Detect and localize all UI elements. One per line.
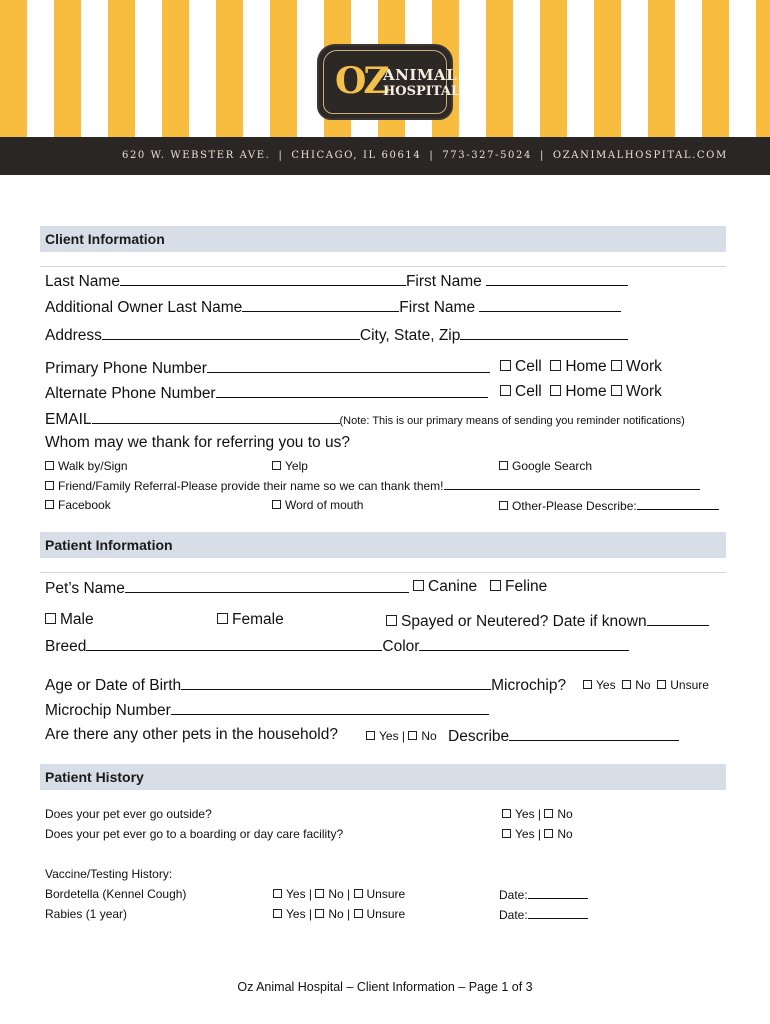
- email-field[interactable]: [92, 409, 340, 424]
- alternate-phone-field[interactable]: [216, 383, 488, 398]
- other-pets-row: [45, 726, 338, 744]
- yelp-label: Yelp: [285, 459, 308, 473]
- yes-label: Yes: [515, 807, 535, 821]
- first-name-label: First Name: [405, 273, 482, 290]
- age-field[interactable]: [181, 675, 491, 690]
- patient-section-title: Patient Information: [40, 532, 726, 558]
- referral-friend: [45, 478, 700, 494]
- first-name-field[interactable]: [486, 271, 628, 286]
- work-label: Work: [626, 358, 662, 375]
- referral-word: [272, 498, 363, 513]
- checkbox[interactable]: [45, 500, 54, 509]
- age-label: Age or Date of Birth: [45, 677, 182, 694]
- address-field[interactable]: [102, 325, 360, 340]
- checkbox[interactable]: [502, 809, 511, 818]
- microchip-number-field[interactable]: [171, 700, 489, 715]
- email-label: EMAIL: [45, 411, 92, 428]
- alternate-phone-row: [45, 383, 488, 403]
- checkbox[interactable]: [502, 829, 511, 838]
- divider: [40, 266, 726, 267]
- yes-label: Yes: [515, 827, 535, 841]
- boarding-options: Yes | No: [502, 827, 573, 842]
- microchip-number-row: [45, 700, 489, 720]
- other-describe-field[interactable]: [637, 498, 719, 510]
- unsure-label: Unsure: [366, 887, 406, 901]
- alternate-phone-types: [500, 383, 662, 401]
- yes-label: Yes: [596, 678, 616, 692]
- other-label: Other-Please Describe:: [512, 499, 637, 513]
- checkbox[interactable]: [413, 580, 424, 591]
- bordetella-label: Bordetella (Kennel Cough): [45, 887, 187, 901]
- work-label: Work: [626, 383, 662, 400]
- additional-owner-label: Additional Owner Last Name: [45, 299, 243, 316]
- cell-label: Cell: [515, 358, 542, 375]
- pets-name-row: [45, 578, 409, 598]
- color-label: Color: [382, 638, 420, 655]
- checkbox[interactable]: [544, 829, 553, 838]
- city-state-zip-field[interactable]: [460, 325, 628, 340]
- no-label: No: [328, 887, 344, 901]
- walk-label: Walk by/Sign: [58, 459, 128, 473]
- pets-name-field[interactable]: [125, 578, 409, 593]
- contact-bar: 620 W. WEBSTER AVE. | CHICAGO, IL 60614 | 773-327-5024 | OZANIMALHOSPITAL.COM: [0, 137, 770, 175]
- checkbox[interactable]: [217, 613, 228, 624]
- referral-facebook: [45, 498, 111, 513]
- checkbox[interactable]: [315, 909, 324, 918]
- checkbox[interactable]: [45, 481, 54, 490]
- alternate-phone-label: Alternate Phone Number: [45, 385, 216, 402]
- rabies-label: Rabies (1 year): [45, 907, 128, 921]
- email-note: (Note: This is our primary means of sending you reminder notifications): [339, 415, 685, 427]
- client-section-title: Client Information: [40, 226, 726, 252]
- google-label: Google Search: [512, 459, 593, 473]
- home-label: Home: [565, 358, 607, 375]
- female-option: [217, 611, 284, 629]
- checkbox[interactable]: [611, 385, 622, 396]
- checkbox[interactable]: [386, 615, 397, 626]
- rabies-date-field[interactable]: [528, 907, 588, 919]
- breed-row: [45, 636, 629, 656]
- no-label: No: [557, 807, 573, 821]
- checkbox[interactable]: [408, 731, 417, 740]
- checkbox[interactable]: [550, 385, 561, 396]
- other-pets-label: Are there any other pets in the household?: [45, 726, 338, 743]
- canine-label: Canine: [428, 578, 478, 595]
- primary-phone-label: Primary Phone Number: [45, 360, 207, 377]
- checkbox[interactable]: [354, 909, 363, 918]
- primary-phone-types: [500, 358, 662, 376]
- bordetella-date-field[interactable]: [528, 887, 588, 899]
- species-row: [413, 578, 547, 596]
- male-option: [45, 611, 94, 629]
- outside-question: Does your pet ever go outside?: [45, 807, 212, 821]
- facebook-label: Facebook: [58, 498, 111, 512]
- vaccine-heading: Vaccine/Testing History:: [45, 867, 173, 881]
- date-label: Date:: [499, 888, 528, 902]
- history-section-title: Patient History: [40, 764, 726, 790]
- referral-walk: [45, 459, 128, 474]
- boarding-question: Does your pet ever go to a boarding or day care facility?: [45, 827, 344, 841]
- checkbox[interactable]: [499, 501, 508, 510]
- color-field[interactable]: [419, 636, 629, 651]
- describe-label: Describe: [448, 728, 510, 745]
- checkbox[interactable]: [611, 360, 622, 371]
- checkbox[interactable]: [354, 889, 363, 898]
- last-name-field[interactable]: [120, 271, 406, 286]
- spayed-label: Spayed or Neutered? Date if known: [401, 613, 647, 630]
- checkbox[interactable]: [500, 385, 511, 396]
- spayed-option: [386, 611, 709, 631]
- cell-label: Cell: [515, 383, 542, 400]
- home-label: Home: [565, 383, 607, 400]
- primary-phone-row: [45, 358, 490, 378]
- logo-hospital: HOSPITAL: [383, 84, 461, 99]
- microchip-label: Microchip?: [491, 677, 567, 694]
- describe-field[interactable]: [509, 726, 679, 741]
- additional-first-name-field[interactable]: [479, 297, 621, 312]
- microchip-options: [583, 678, 709, 693]
- spayed-date-field[interactable]: [647, 611, 709, 626]
- checkbox[interactable]: [45, 461, 54, 470]
- divider: [40, 572, 726, 573]
- referral-yelp: [272, 459, 308, 474]
- no-label: No: [635, 678, 651, 692]
- rabies-date: [499, 907, 588, 923]
- checkbox[interactable]: [272, 500, 281, 509]
- logo-animal: ANIMAL: [383, 66, 458, 84]
- phone-number: 773-327-5024: [442, 150, 532, 161]
- checkbox[interactable]: [366, 731, 375, 740]
- additional-owner-field[interactable]: [242, 297, 399, 312]
- no-label: No: [328, 907, 344, 921]
- address-label: Address: [45, 327, 102, 344]
- yes-label: Yes: [379, 729, 399, 743]
- last-name-label: Last Name: [45, 273, 120, 290]
- checkbox[interactable]: [544, 809, 553, 818]
- checkbox[interactable]: [273, 889, 282, 898]
- checkbox[interactable]: [272, 461, 281, 470]
- unsure-label: Unsure: [670, 678, 709, 692]
- friend-label: Friend/Family Referral-Please provide their name so we can thank them!: [58, 479, 444, 493]
- describe-row: [448, 726, 679, 746]
- checkbox[interactable]: [490, 580, 501, 591]
- page-footer: Oz Animal Hospital – Client Information – Page 1 of 3: [237, 980, 533, 994]
- referral-question: Whom may we thank for referring you to us?: [45, 434, 350, 451]
- word-label: Word of mouth: [285, 498, 364, 512]
- checkbox[interactable]: [622, 680, 631, 689]
- date-label: Date:: [499, 908, 528, 922]
- microchip-number-label: Microchip Number: [45, 702, 171, 719]
- feline-label: Feline: [505, 578, 548, 595]
- city-state-zip-label: City, State, Zip: [359, 327, 461, 344]
- checkbox[interactable]: [657, 680, 666, 689]
- checkbox[interactable]: [550, 360, 561, 371]
- checkbox[interactable]: [273, 909, 282, 918]
- checkbox[interactable]: [499, 461, 508, 470]
- yes-label: Yes: [286, 887, 306, 901]
- primary-phone-field[interactable]: [207, 358, 490, 373]
- hospital-logo: [317, 44, 461, 120]
- outside-options: Yes | No: [502, 807, 573, 822]
- no-label: No: [421, 729, 437, 743]
- friend-name-field[interactable]: [444, 478, 700, 490]
- breed-field[interactable]: [86, 636, 382, 651]
- breed-label: Breed: [45, 638, 87, 655]
- no-label: No: [557, 827, 573, 841]
- checkbox[interactable]: [500, 360, 511, 371]
- referral-google: [499, 459, 592, 474]
- bordetella-options: Yes | No | Unsure: [273, 887, 405, 902]
- logo-oz: OZ: [335, 60, 387, 102]
- pets-name-label: Pet’s Name: [45, 580, 125, 597]
- email-row: [45, 409, 685, 430]
- additional-first-name-label: First Name: [399, 299, 476, 316]
- website-link[interactable]: OZANIMALHOSPITAL.COM: [552, 150, 728, 161]
- street-address: 620 W. WEBSTER AVE.: [122, 150, 271, 161]
- referral-other: [499, 498, 719, 514]
- last-name-row: [45, 271, 628, 291]
- address-row: [45, 325, 628, 345]
- bordetella-date: [499, 887, 588, 903]
- unsure-label: Unsure: [366, 907, 406, 921]
- city-address: CHICAGO, IL 60614: [291, 150, 422, 161]
- checkbox[interactable]: [583, 680, 592, 689]
- female-label: Female: [232, 611, 284, 628]
- male-label: Male: [60, 611, 94, 628]
- other-pets-options: Yes | No: [366, 729, 437, 744]
- checkbox[interactable]: [315, 889, 324, 898]
- additional-owner-row: [45, 297, 621, 317]
- age-row: [45, 675, 566, 695]
- checkbox[interactable]: [45, 613, 56, 624]
- yes-label: Yes: [286, 907, 306, 921]
- rabies-options: Yes | No | Unsure: [273, 907, 405, 922]
